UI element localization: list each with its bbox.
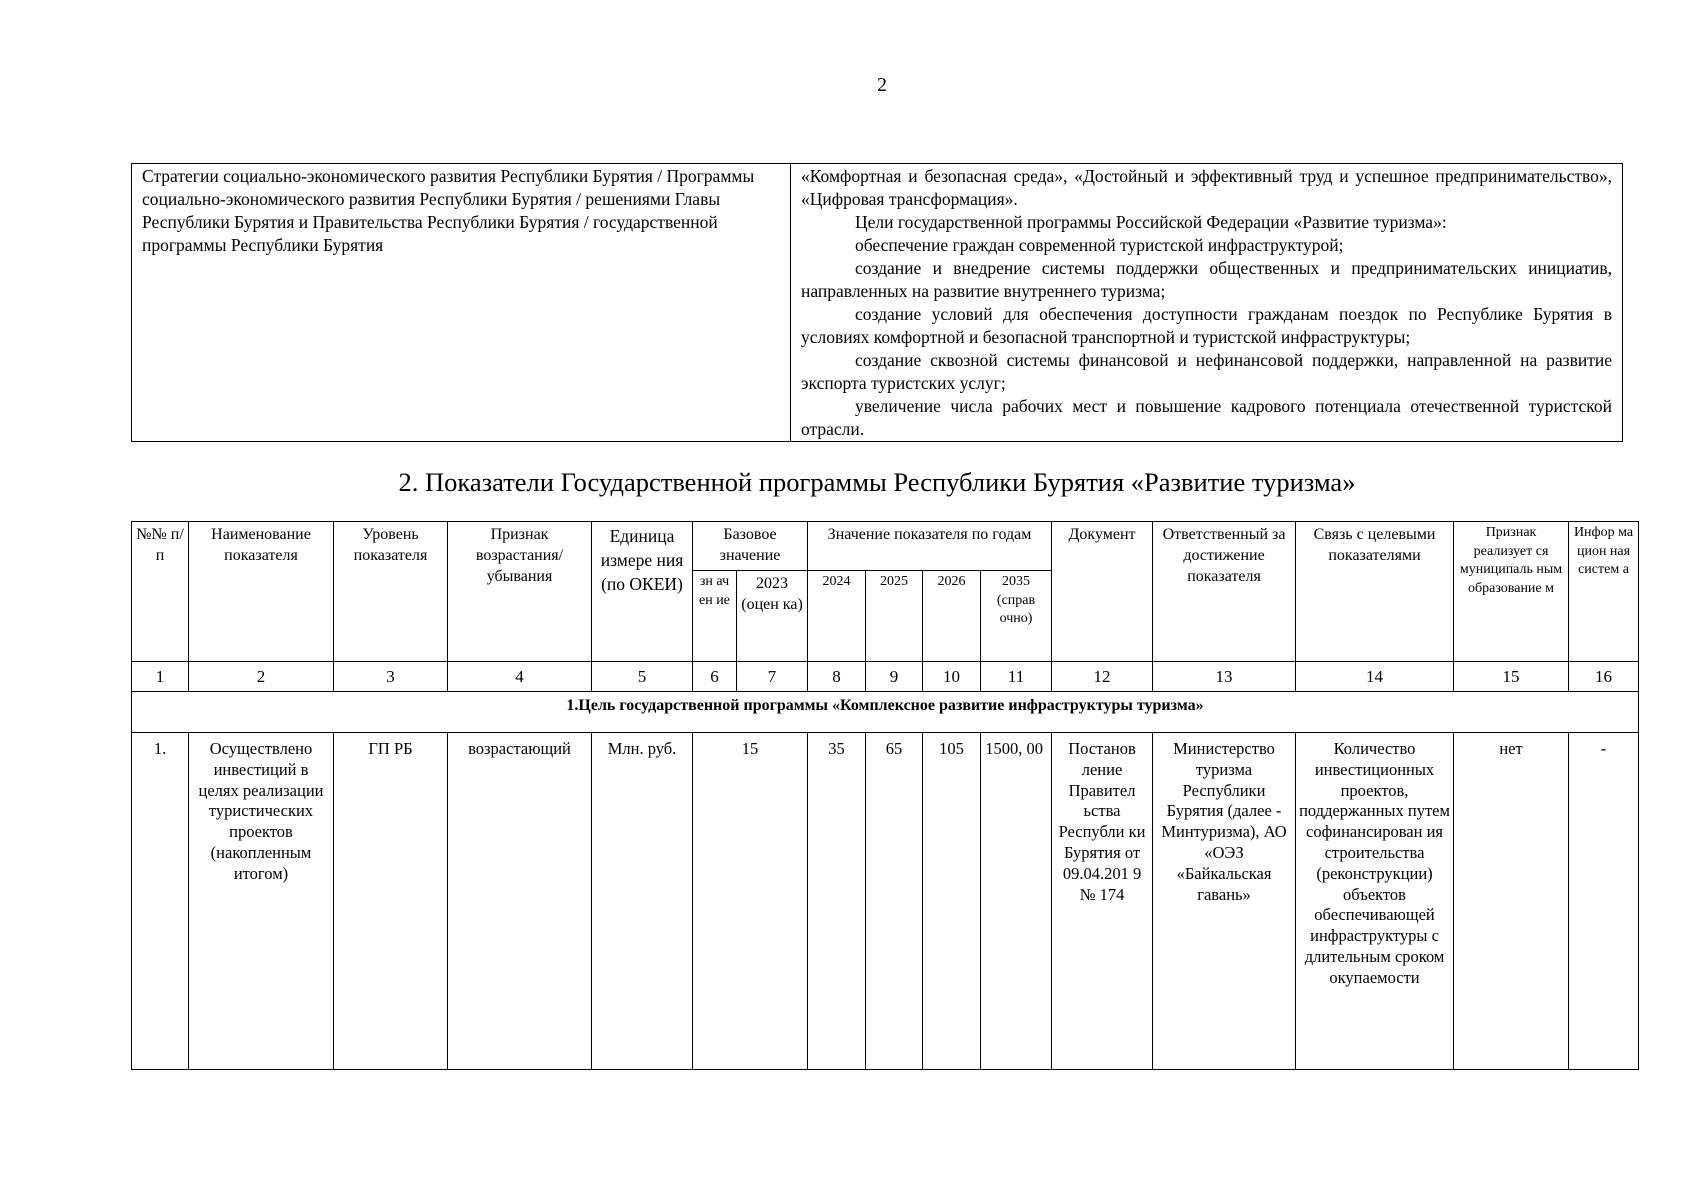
cell-num: 1. xyxy=(132,733,189,1070)
goal-row xyxy=(132,692,1639,733)
column-numbers-row xyxy=(132,662,1639,692)
cell-2026: 105 xyxy=(923,733,981,1070)
column-number: 3 xyxy=(334,662,448,692)
column-number: 9 xyxy=(866,662,923,692)
column-number: 10 xyxy=(923,662,981,692)
header-2026: 2026 xyxy=(923,571,981,662)
header-responsible: Ответственный за достижение показателя xyxy=(1153,522,1296,662)
column-number: 14 xyxy=(1296,662,1454,692)
header-base: Базовое значение xyxy=(693,522,808,571)
goals-paragraph: создание сквозной системы финансовой и нефинансовой поддержки, направленной на развитие экспорта туристских услуг; xyxy=(801,350,1612,393)
cell-2025: 65 xyxy=(866,733,923,1070)
column-number: 7 xyxy=(737,662,808,692)
cell-responsible: Министерство туризма Республики Бурятия (далее - Минтуризма), АО «ОЭЗ «Байкальская гавань» xyxy=(1153,733,1296,1070)
column-number: 4 xyxy=(448,662,592,692)
column-number: 6 xyxy=(693,662,737,692)
column-number: 8 xyxy=(808,662,866,692)
header-info-system: Инфор ма цион ная систем а xyxy=(1569,522,1639,662)
header-trend: Признак возрастания/ убывания xyxy=(448,522,592,662)
goals-paragraph: «Комфортная и безопасная среда», «Достойный и эффективный труд и успешное предпринимательство», «Цифровая трансформация». xyxy=(801,166,1612,209)
header-level: Уровень показателя xyxy=(334,522,448,662)
header-base-year: 2023 (оцен ка) xyxy=(737,571,808,662)
goals-paragraph: обеспечение граждан современной туристской инфраструктурой; xyxy=(855,235,1344,255)
header-link: Связь с целевыми показателями xyxy=(1296,522,1454,662)
column-number: 13 xyxy=(1153,662,1296,692)
header-years-group: Значение показателя по годам xyxy=(808,522,1052,571)
cell-2024: 35 xyxy=(808,733,866,1070)
cell-trend: возрастающий xyxy=(448,733,592,1070)
column-number: 11 xyxy=(981,662,1052,692)
top-table xyxy=(131,163,1623,442)
page-number: 2 xyxy=(877,74,887,96)
goals-paragraph: создание условий для обеспечения доступности гражданам поездок по Республике Бурятия в условиях комфортной и безопасной транспортной и туристской инфраструктуры; xyxy=(801,304,1612,347)
header-num: №№ п/п xyxy=(132,522,189,662)
goals-paragraph: создание и внедрение системы поддержки общественных и предпринимательских инициатив, направленных на развитие внутреннего туризма; xyxy=(801,258,1612,301)
cell-link: Количество инвестиционных проектов, поддержанных путем софинансирован ия строительства (реконструкции) объектов обеспечивающей инфраструктуры с длительным сроком окупаемости xyxy=(1296,733,1454,1070)
goals-paragraph: увеличение числа рабочих мест и повышение кадрового потенциала отечественной туристской отрасли. xyxy=(801,396,1612,439)
column-number: 2 xyxy=(189,662,334,692)
cell-info-system: - xyxy=(1569,733,1639,1070)
indicators-table xyxy=(131,521,1639,1070)
column-number: 15 xyxy=(1454,662,1569,692)
column-number: 12 xyxy=(1052,662,1153,692)
goals-paragraph: Цели государственной программы Российской Федерации «Развитие туризма»: xyxy=(855,212,1447,232)
header-base-value: зн ач ен ие xyxy=(693,571,737,662)
goals-text-cell xyxy=(791,164,1623,442)
cell-2035: 1500, 00 xyxy=(981,733,1052,1070)
column-number: 16 xyxy=(1569,662,1639,692)
cell-name: Осуществлено инвестиций в целях реализации туристических проектов (накопленным итогом) xyxy=(189,733,334,1070)
section-title: 2. Показатели Государственной программы Республики Бурятия «Развитие туризма» xyxy=(398,467,1356,497)
header-municipal: Признак реализует ся муниципаль ным образование м xyxy=(1454,522,1569,662)
cell-base: 15 xyxy=(693,733,808,1070)
strategy-reference-cell: Стратегии социально-экономического развития Республики Бурятия / Программы социально-экономического развития Республики Бурятия / решениями Главы Республики Бурятия и Правительства Республики Бурятия / государственной программы Республики Бурятия xyxy=(132,164,791,442)
column-number: 5 xyxy=(592,662,693,692)
header-2024: 2024 xyxy=(808,571,866,662)
header-name: Наименование показателя xyxy=(189,522,334,662)
header-2025: 2025 xyxy=(866,571,923,662)
cell-document: Постанов ление Правител ьства Республи ки Бурятия от 09.04.201 9 № 174 xyxy=(1052,733,1153,1070)
header-unit: Единица измере ния (по ОКЕИ) xyxy=(592,522,693,662)
table-header-row xyxy=(132,522,1639,571)
table-row xyxy=(132,733,1639,1070)
cell-municipal: нет xyxy=(1454,733,1569,1070)
column-number: 1 xyxy=(132,662,189,692)
cell-level: ГП РБ xyxy=(334,733,448,1070)
header-document: Документ xyxy=(1052,522,1153,662)
goal-title: 1.Цель государственной программы «Комплексное развитие инфраструктуры туризма» xyxy=(132,692,1639,733)
header-2035: 2035 (справ очно) xyxy=(981,571,1052,662)
cell-unit: Млн. руб. xyxy=(592,733,693,1070)
